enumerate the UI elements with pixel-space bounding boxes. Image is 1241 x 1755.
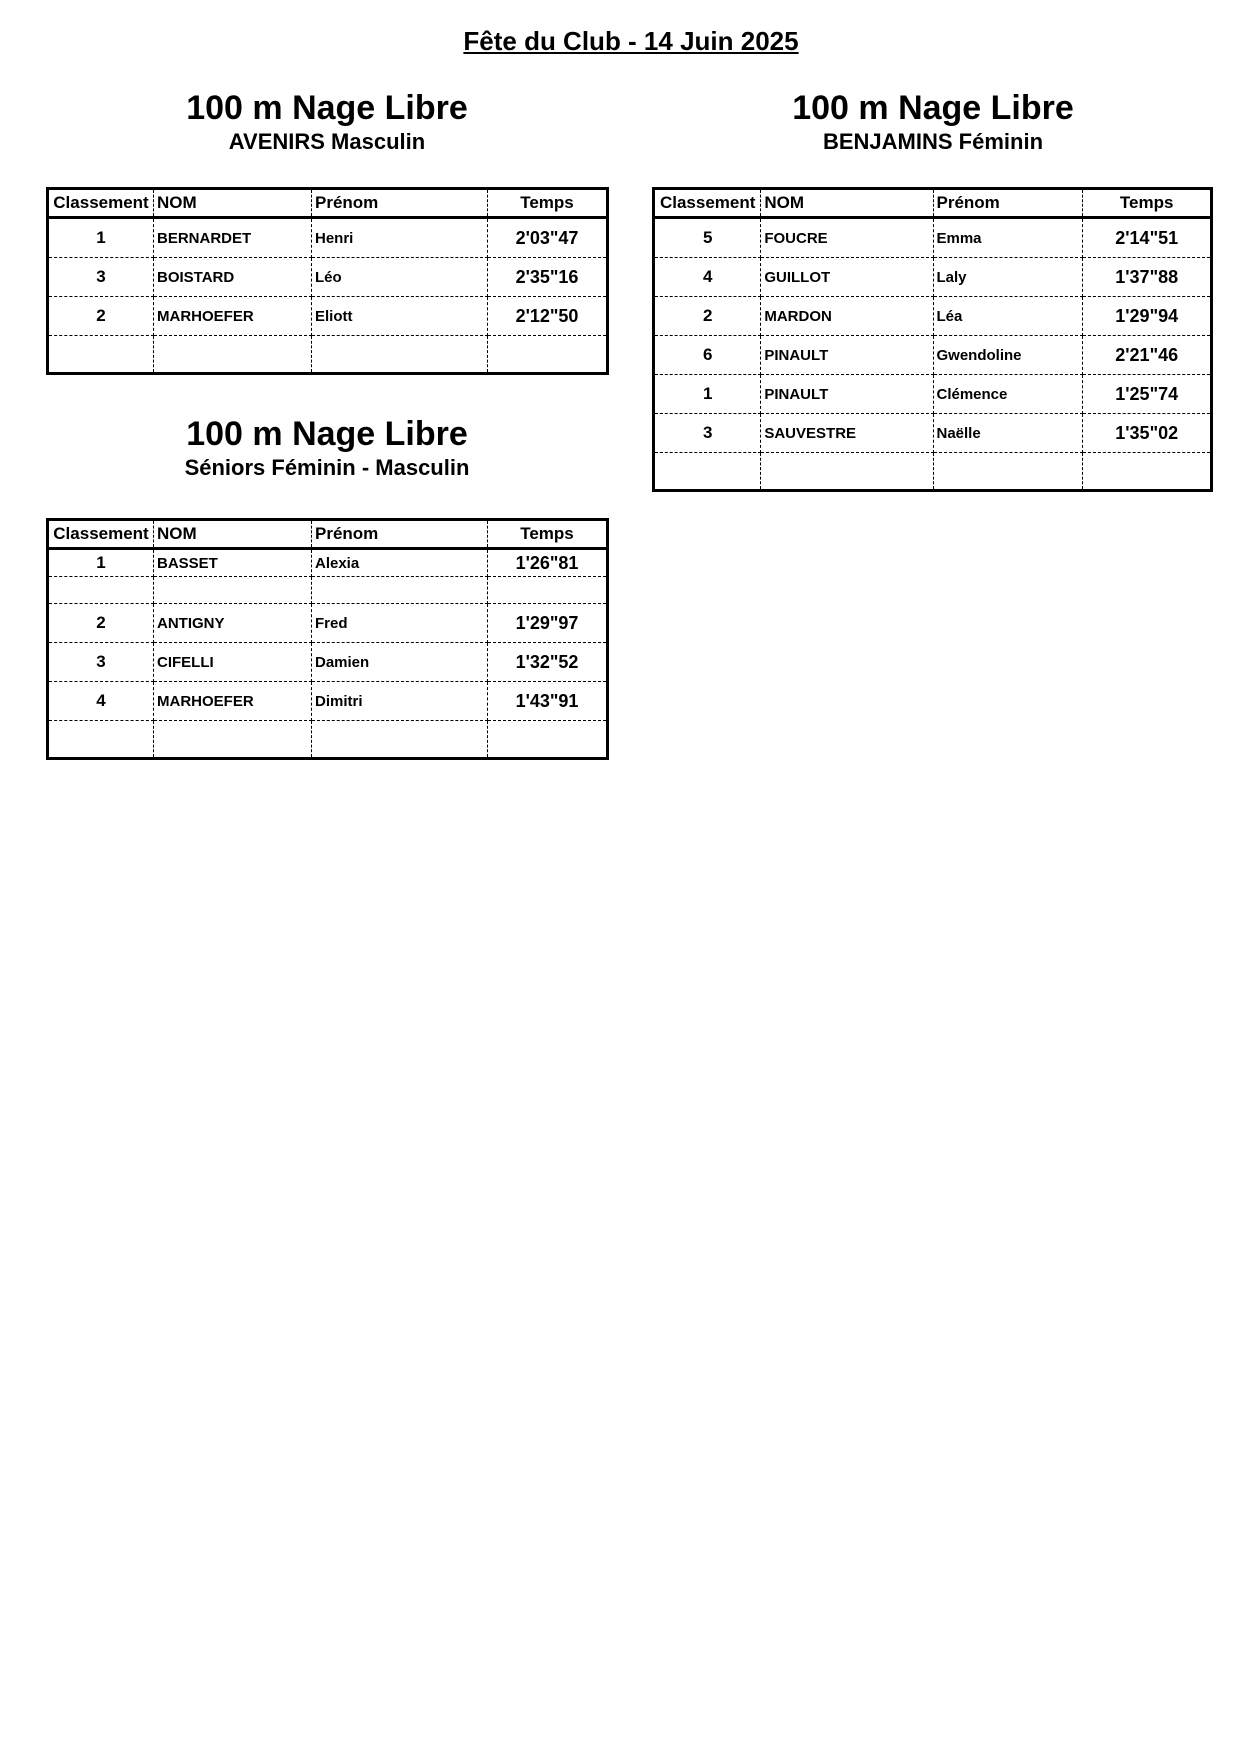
table-row	[48, 258, 608, 297]
cell-temps: 1'29"97	[488, 604, 608, 643]
col-header-temps: Temps	[1083, 189, 1212, 218]
empty-cell	[154, 577, 312, 604]
col-header-rank: Classement	[48, 520, 154, 549]
cell-rank: 2	[48, 297, 154, 336]
cell-prenom: Dimitri	[312, 682, 488, 721]
cell-nom: FOUCRE	[761, 218, 933, 258]
cell-prenom: Fred	[312, 604, 488, 643]
cell-temps: 2'21"46	[1083, 336, 1212, 375]
cell-nom: MARDON	[761, 297, 933, 336]
cell-nom: SAUVESTRE	[761, 414, 933, 453]
event-heading-avenirs	[47, 88, 607, 156]
table-row	[654, 297, 1212, 336]
col-header-nom: NOM	[761, 189, 933, 218]
cell-rank: 3	[654, 414, 761, 453]
event-race-title: 100 m Nage Libre	[186, 89, 468, 127]
empty-cell	[312, 336, 488, 374]
cell-temps: 2'14"51	[1083, 218, 1212, 258]
event-category: BENJAMINS Féminin	[822, 129, 1044, 154]
cell-temps: 1'26"81	[488, 549, 608, 577]
cell-nom: PINAULT	[761, 336, 933, 375]
cell-nom: MARHOEFER	[154, 682, 312, 721]
cell-rank: 6	[654, 336, 761, 375]
col-header-rank: Classement	[48, 189, 154, 218]
cell-prenom: Léa	[933, 297, 1083, 336]
col-header-prenom: Prénom	[312, 520, 488, 549]
cell-prenom: Naëlle	[933, 414, 1083, 453]
cell-temps: 2'03"47	[488, 218, 608, 258]
table-header-row	[48, 520, 608, 549]
table-row	[654, 336, 1212, 375]
empty-row	[48, 577, 608, 604]
empty-cell	[488, 721, 608, 759]
empty-cell	[488, 577, 608, 604]
table-row	[48, 604, 608, 643]
cell-prenom: Eliott	[312, 297, 488, 336]
empty-cell	[933, 453, 1083, 491]
cell-nom: GUILLOT	[761, 258, 933, 297]
cell-prenom: Emma	[933, 218, 1083, 258]
empty-cell	[154, 336, 312, 374]
cell-nom: PINAULT	[761, 375, 933, 414]
empty-row	[654, 453, 1212, 491]
cell-rank: 3	[48, 643, 154, 682]
cell-nom: BASSET	[154, 549, 312, 577]
cell-nom: CIFELLI	[154, 643, 312, 682]
col-header-prenom: Prénom	[933, 189, 1083, 218]
cell-temps: 1'29"94	[1083, 297, 1212, 336]
table-row	[654, 375, 1212, 414]
empty-cell	[312, 721, 488, 759]
cell-prenom: Alexia	[312, 549, 488, 577]
cell-prenom: Laly	[933, 258, 1083, 297]
cell-nom: BERNARDET	[154, 218, 312, 258]
cell-rank: 1	[48, 549, 154, 577]
table-row	[48, 297, 608, 336]
col-header-nom: NOM	[154, 520, 312, 549]
empty-row	[48, 721, 608, 759]
cell-rank: 1	[48, 218, 154, 258]
empty-cell	[48, 336, 154, 374]
event-race-title: 100 m Nage Libre	[792, 89, 1074, 127]
empty-cell	[761, 453, 933, 491]
empty-cell	[48, 577, 154, 604]
results-table-benjamins	[652, 187, 1213, 492]
cell-rank: 1	[654, 375, 761, 414]
cell-prenom: Henri	[312, 218, 488, 258]
cell-rank: 4	[654, 258, 761, 297]
table-header-row	[654, 189, 1212, 218]
table-row	[48, 682, 608, 721]
cell-temps: 1'43"91	[488, 682, 608, 721]
col-header-prenom: Prénom	[312, 189, 488, 218]
event-category: AVENIRS Masculin	[228, 129, 426, 154]
table-row	[654, 258, 1212, 297]
cell-nom: BOISTARD	[154, 258, 312, 297]
event-race-title: 100 m Nage Libre	[186, 415, 468, 453]
cell-temps: 2'35"16	[488, 258, 608, 297]
cell-nom: MARHOEFER	[154, 297, 312, 336]
cell-temps: 1'37"88	[1083, 258, 1212, 297]
results-table-seniors	[46, 518, 609, 760]
cell-temps: 1'35"02	[1083, 414, 1212, 453]
col-header-rank: Classement	[654, 189, 761, 218]
cell-temps: 1'25"74	[1083, 375, 1212, 414]
empty-cell	[48, 721, 154, 759]
empty-cell	[488, 336, 608, 374]
event-category: Séniors Féminin - Masculin	[184, 455, 470, 480]
empty-cell	[654, 453, 761, 491]
table-row	[654, 218, 1212, 258]
cell-rank: 3	[48, 258, 154, 297]
table-row	[48, 218, 608, 258]
empty-row	[48, 336, 608, 374]
cell-prenom: Clémence	[933, 375, 1083, 414]
cell-prenom: Damien	[312, 643, 488, 682]
col-header-temps: Temps	[488, 189, 608, 218]
empty-cell	[1083, 453, 1212, 491]
cell-prenom: Léo	[312, 258, 488, 297]
document-title: Fête du Club - 14 Juin 2025	[463, 26, 799, 56]
cell-temps: 2'12"50	[488, 297, 608, 336]
results-table-avenirs	[46, 187, 609, 375]
col-header-nom: NOM	[154, 189, 312, 218]
col-header-temps: Temps	[488, 520, 608, 549]
empty-cell	[312, 577, 488, 604]
cell-prenom: Gwendoline	[933, 336, 1083, 375]
cell-temps: 1'32"52	[488, 643, 608, 682]
event-heading-seniors	[47, 414, 607, 482]
event-heading-benjamins	[653, 88, 1213, 156]
cell-rank: 2	[654, 297, 761, 336]
cell-rank: 4	[48, 682, 154, 721]
table-row	[654, 414, 1212, 453]
cell-rank: 2	[48, 604, 154, 643]
empty-cell	[154, 721, 312, 759]
table-header-row	[48, 189, 608, 218]
table-row	[48, 549, 608, 577]
cell-nom: ANTIGNY	[154, 604, 312, 643]
cell-rank: 5	[654, 218, 761, 258]
table-row	[48, 643, 608, 682]
